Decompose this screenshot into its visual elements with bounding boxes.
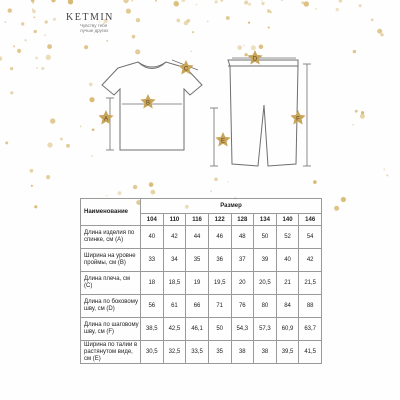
measurement-value: 32,5 <box>163 341 186 364</box>
measurement-value: 38 <box>231 341 254 364</box>
size-146: 146 <box>299 214 322 226</box>
measurement-value: 54,3 <box>231 318 254 341</box>
size-134: 134 <box>254 214 277 226</box>
measurement-value: 33 <box>141 249 164 272</box>
measurement-value: 52 <box>276 226 299 249</box>
measurement-value: 54 <box>299 226 322 249</box>
measurement-value: 38 <box>254 341 277 364</box>
measurement-label: Длина плеча, см (C) <box>81 272 141 295</box>
measure-label-e: E <box>220 138 226 145</box>
size-122: 122 <box>208 214 231 226</box>
measurement-value: 41,5 <box>299 341 322 364</box>
measurement-value: 42 <box>163 226 186 249</box>
measure-star-c <box>178 60 193 75</box>
measurement-label: Ширина на уровне проймы, см (B) <box>81 249 141 272</box>
measurement-label: Ширина по талии в растянутом виде, см (E) <box>81 341 141 364</box>
measurement-label: Длина по шаговому шву, см (F) <box>81 318 141 341</box>
brand-name: KETMIN <box>66 12 114 23</box>
measurement-value: 40 <box>141 226 164 249</box>
measurement-value: 21 <box>276 272 299 295</box>
measurement-value: 18,5 <box>163 272 186 295</box>
measurement-value: 21,5 <box>299 272 322 295</box>
measurement-value: 36 <box>208 249 231 272</box>
size-column-header: Размер <box>141 199 322 214</box>
measurement-value: 35 <box>186 249 209 272</box>
measurement-value: 34 <box>163 249 186 272</box>
size-104: 104 <box>141 214 164 226</box>
measurement-value: 57,3 <box>254 318 277 341</box>
measurement-value: 88 <box>299 295 322 318</box>
measurement-value: 44 <box>186 226 209 249</box>
measurement-value: 19 <box>186 272 209 295</box>
measurement-value: 20 <box>231 272 254 295</box>
measurement-value: 46,1 <box>186 318 209 341</box>
measurement-value: 61 <box>163 295 186 318</box>
measurement-value: 18 <box>141 272 164 295</box>
table-row <box>81 341 322 364</box>
measurement-value: 39 <box>254 249 277 272</box>
measure-label-f: F <box>296 116 300 123</box>
size-128: 128 <box>231 214 254 226</box>
measure-label-d: D <box>252 56 258 63</box>
brand-tagline-1: Чувству тебя <box>80 23 108 28</box>
size-110: 110 <box>163 214 186 226</box>
measurement-value: 37 <box>231 249 254 272</box>
measurement-value: 66 <box>186 295 209 318</box>
measurement-value: 76 <box>231 295 254 318</box>
measure-star-b <box>140 94 155 109</box>
table-row <box>81 226 322 249</box>
measure-label-c: C <box>183 66 189 73</box>
garment-measurement-diagram <box>0 0 400 190</box>
measurement-value: 50 <box>208 318 231 341</box>
measurement-label: Длина по боковому шву, см (D) <box>81 295 141 318</box>
measure-label-a: A <box>103 116 109 123</box>
measurement-value: 80 <box>254 295 277 318</box>
table-row <box>81 272 322 295</box>
measurement-value: 46 <box>208 226 231 249</box>
size-140: 140 <box>276 214 299 226</box>
measurement-value: 56 <box>141 295 164 318</box>
measurement-value: 38,5 <box>141 318 164 341</box>
brand-tagline-2: лучше других <box>80 28 109 33</box>
measurement-value: 60,9 <box>276 318 299 341</box>
measurement-value: 71 <box>208 295 231 318</box>
measurement-value: 30,5 <box>141 341 164 364</box>
measurement-label: Длина изделия по спинке, см (A) <box>81 226 141 249</box>
size-table <box>80 198 322 364</box>
measure-star-f <box>290 110 305 125</box>
measurement-value: 42,5 <box>163 318 186 341</box>
pants-sketch <box>228 60 298 166</box>
name-column-header: Наименование <box>81 199 141 226</box>
measure-star-a <box>98 110 113 125</box>
table-row <box>81 318 322 341</box>
measurement-value: 84 <box>276 295 299 318</box>
measurement-value: 63,7 <box>299 318 322 341</box>
measurement-value: 39,5 <box>276 341 299 364</box>
measurement-value: 48 <box>231 226 254 249</box>
measurement-value: 40 <box>276 249 299 272</box>
measurement-value: 33,5 <box>186 341 209 364</box>
table-row <box>81 295 322 318</box>
size-116: 116 <box>186 214 209 226</box>
measure-label-b: B <box>145 100 151 107</box>
measure-star-d <box>247 50 262 65</box>
table-row <box>81 249 322 272</box>
measurement-value: 42 <box>299 249 322 272</box>
measure-star-e <box>215 132 230 147</box>
measurement-value: 20,5 <box>254 272 277 295</box>
measurement-value: 19,5 <box>208 272 231 295</box>
measurement-value: 50 <box>254 226 277 249</box>
measurement-value: 35 <box>208 341 231 364</box>
